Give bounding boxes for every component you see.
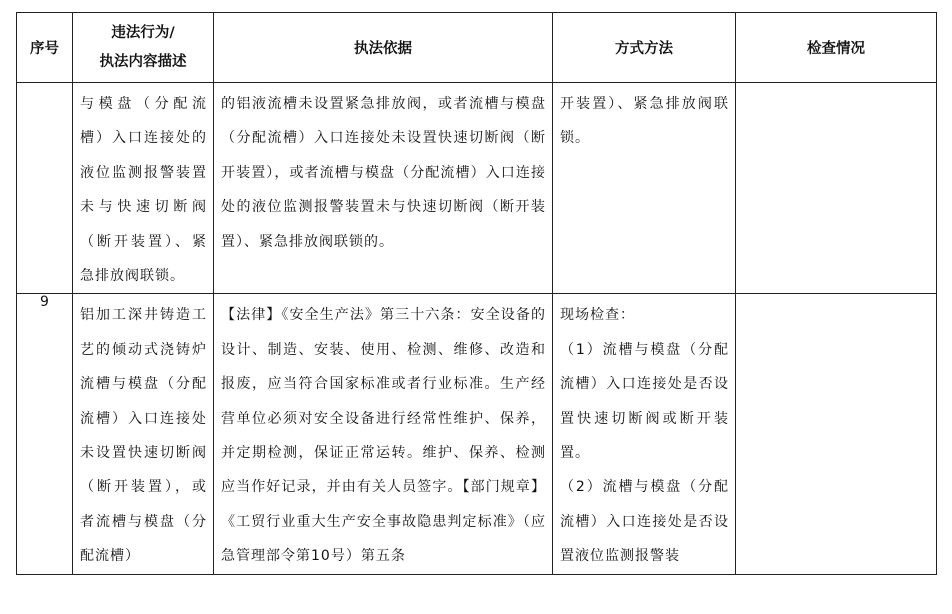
row-basis-cell [214,83,553,294]
row-basis: 【法律】《安全生产法》第三十六条：安全设备的设计、制造、安装、使用、检测、维修、改造和报废，应当符合国家标准或者行业标准。生产经营单位必须对安全设备进行经常性维护、保养，并定期检测，保证正常运转。维护、保养、检测应当作好记录，并由有关人员签字。【部门规章】《工贸行业重大生产安全事故隐患判定标准》（应急管理部令第10号）第五条 [221,307,546,565]
header-violation-line1: 违法行为/ [111,24,175,41]
table-header-row [17,13,937,83]
row-result [736,83,937,294]
row-violation-cell [73,83,214,294]
header-violation [73,13,214,83]
row-violation: 与模盘（分配流槽）入口连接处的液位监测报警装置未与快速切断阀（断开装置）、紧急排放阀联锁。 [80,96,207,285]
row-method-cell [553,83,736,294]
row-result [736,294,937,574]
row-seq [17,83,73,294]
row-basis: 的铝液流槽未设置紧急排放阀，或者流槽与模盘（分配流槽）入口连接处未设置快速切断阀（断开装置），或者流槽与模盘（分配流槽）入口连接处的液位监测报警装置未与快速切断阀（断开装置）、紧急排放阀联锁的。 [221,96,546,250]
enforcement-table [16,12,937,575]
header-result: 检查情况 [736,13,937,83]
method-line: （1）流槽与模盘（分配流槽）入口连接处是否设置快速切断阀或断开装置。 [560,341,729,462]
row-method [553,294,735,573]
row-seq: 9 [17,294,73,574]
header-seq: 序号 [17,13,73,83]
row-violation: 铝加工深井铸造工艺的倾动式浇铸炉流槽与模盘（分配流槽）入口连接处未设置快速切断阀（断开装置），或者流槽与模盘（分配流槽） [80,307,207,565]
table-row [17,83,937,294]
row-method-cell [553,294,736,574]
row-basis-cell [214,294,553,574]
header-method: 方式方法 [553,13,736,83]
header-basis: 执法依据 [214,13,553,83]
row-violation-cell [73,294,214,574]
method-line: （2）流槽与模盘（分配流槽）入口连接处是否设置液位监测报警装 [560,479,729,565]
header-violation-line2: 执法内容描述 [99,53,187,70]
method-line: 现场检查： [560,307,635,324]
row-method: 开装置）、紧急排放阀联锁。 [560,96,729,147]
table-row [17,294,937,574]
